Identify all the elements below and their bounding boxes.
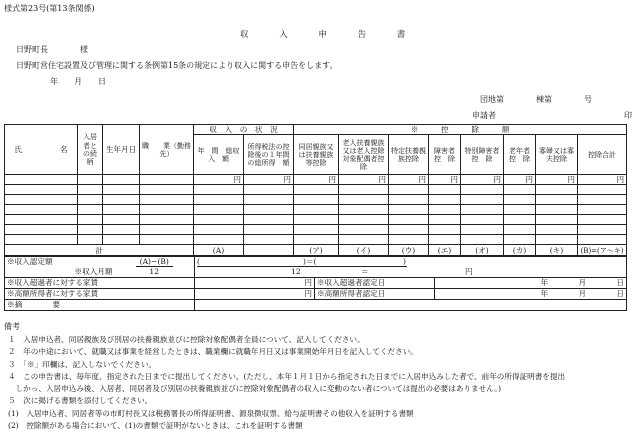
total-mark-o: (オ): [461, 245, 504, 257]
entry-cell[interactable]: [339, 185, 389, 195]
entry-cell[interactable]: [578, 225, 627, 235]
entry-cell[interactable]: [5, 215, 78, 225]
entry-cell[interactable]: 円: [194, 175, 244, 185]
entry-cell[interactable]: [244, 235, 294, 245]
entry-cell[interactable]: [504, 235, 536, 245]
note-item: (1) 入居申込者、同居者等の市町村長又は税務署長の所得証明書、源泉徴収票、給与証明書その他収入を証明する書類: [8, 408, 414, 418]
note-item: (2) 控除額がある場合において、(1)の書類で証明がないときは、これを証明する書類: [8, 421, 303, 431]
entry-cell[interactable]: 円: [244, 175, 294, 185]
total-mark-ki: (キ): [536, 245, 578, 257]
entry-cell[interactable]: [194, 185, 244, 195]
document-title: 収 入 申 告 書: [240, 30, 420, 40]
note-item: しかっ、入居申込み後、入居者、同居者及び別居の扶養親族並びに控除対象配偶者の収入に変動のない者については提出の必要はありません。): [8, 384, 502, 394]
entry-cell[interactable]: [140, 195, 194, 205]
entry-cell[interactable]: [578, 185, 627, 195]
entry-cell[interactable]: [78, 205, 103, 215]
high-date-label: ※高額所得者認定日: [315, 289, 435, 300]
addressee: 日野町長 様: [16, 45, 88, 54]
entry-cell[interactable]: [339, 195, 389, 205]
entry-cell[interactable]: [461, 235, 504, 245]
entry-cell[interactable]: [429, 225, 461, 235]
entry-cell[interactable]: [429, 185, 461, 195]
entry-cell[interactable]: [339, 235, 389, 245]
entry-cell[interactable]: [461, 215, 504, 225]
entry-cell[interactable]: [461, 205, 504, 215]
header-annual-income: 年 間 総収 入 額: [194, 135, 244, 175]
entry-cell[interactable]: [578, 205, 627, 215]
entry-cell[interactable]: 円: [429, 175, 461, 185]
header-occupation: 職 業（勤務先）: [140, 125, 194, 175]
high-rent-label: ※高額所得者に対する家賃: [5, 289, 195, 300]
entry-cell[interactable]: [294, 205, 339, 215]
entry-cell[interactable]: [536, 195, 578, 205]
table-row: [5, 175, 627, 185]
header-deduction-group: ※ 控 除 額: [294, 125, 627, 135]
high-date-value: 年 月 日: [435, 289, 627, 300]
entry-cell[interactable]: [339, 225, 389, 235]
paren-open: (: [197, 257, 200, 266]
entry-cell[interactable]: [103, 175, 140, 185]
entry-cell[interactable]: [103, 205, 140, 215]
entry-cell[interactable]: [504, 185, 536, 195]
entry-cell[interactable]: [504, 195, 536, 205]
entry-cell[interactable]: [389, 225, 429, 235]
entry-cell[interactable]: [461, 195, 504, 205]
entry-cell[interactable]: [578, 215, 627, 225]
summary-table: [4, 255, 627, 311]
header-deduction-a: 同居親族又は扶養親族等控除: [294, 135, 339, 175]
entry-cell[interactable]: [429, 235, 461, 245]
entry-cell[interactable]: [461, 185, 504, 195]
entry-cell[interactable]: [536, 235, 578, 245]
entry-cell[interactable]: [78, 185, 103, 195]
header-deduction-i: 老人扶養親族又は老人控除対象配偶者控除: [339, 135, 389, 175]
entry-cell[interactable]: [429, 215, 461, 225]
entry-cell[interactable]: [389, 215, 429, 225]
entry-cell[interactable]: [140, 205, 194, 215]
header-relation: 入居者との続柄: [78, 125, 103, 175]
table-row: [5, 235, 627, 245]
table-row: [5, 225, 627, 235]
entry-cell[interactable]: [244, 195, 294, 205]
entry-cell[interactable]: [194, 205, 244, 215]
entry-cell[interactable]: [103, 195, 140, 205]
entry-cell[interactable]: [294, 195, 339, 205]
entry-cell[interactable]: [461, 225, 504, 235]
header-deduction-ki: 寡婦又は寡夫控除: [536, 135, 578, 175]
calc-equals: ＝: [361, 267, 369, 276]
entry-cell[interactable]: [244, 225, 294, 235]
entry-cell[interactable]: [339, 205, 389, 215]
entry-cell[interactable]: [5, 175, 78, 185]
entry-cell[interactable]: [536, 205, 578, 215]
total-mark-b: (B)=(ア〜キ): [578, 245, 627, 257]
entry-cell[interactable]: [140, 215, 194, 225]
header-name: 氏 名: [5, 125, 78, 175]
over-date-value: 年 月 日: [435, 278, 627, 289]
header-deduction-o: 特別障害者控 除: [461, 135, 504, 175]
entry-cell[interactable]: [389, 195, 429, 205]
entry-cell[interactable]: [504, 225, 536, 235]
formula-denominator: 12: [149, 267, 160, 276]
entry-cell[interactable]: [78, 215, 103, 225]
total-mark-a2: (ア): [294, 245, 339, 257]
over-date-label: ※収入超過者認定日: [315, 278, 435, 289]
entry-cell[interactable]: [429, 205, 461, 215]
calc-denominator: 12: [291, 267, 301, 276]
entry-cell[interactable]: [5, 185, 78, 195]
entry-cell[interactable]: [78, 175, 103, 185]
entry-cell[interactable]: [389, 205, 429, 215]
total-mark-e: (エ): [429, 245, 461, 257]
complex-line: 団地第 棟第 号: [480, 95, 592, 104]
total-label: 計: [5, 245, 194, 257]
form-id: 様式第23号(第13条関係): [4, 4, 95, 13]
entry-cell[interactable]: [244, 205, 294, 215]
notes-list: [8, 334, 565, 432]
calculation-cell: [195, 256, 627, 278]
entry-cell[interactable]: [78, 225, 103, 235]
header-deduction-ka: 老年者控 除: [504, 135, 536, 175]
entry-cell[interactable]: [103, 225, 140, 235]
entry-cell[interactable]: [5, 195, 78, 205]
entry-cell[interactable]: [194, 215, 244, 225]
applicant-line: 申請者 印: [472, 111, 632, 120]
entry-cell[interactable]: [194, 195, 244, 205]
total-mark-a: (A): [194, 245, 244, 257]
entry-cell[interactable]: [244, 215, 294, 225]
formula-numerator: (A)−(B): [136, 257, 173, 267]
entry-cell[interactable]: [294, 225, 339, 235]
entry-cell[interactable]: 円: [536, 175, 578, 185]
note-item: ５ 次に掲げる書類を添付してください。: [8, 396, 153, 406]
intro-text: 日野町営住宅設置及び管理に関する条例第15条の規定により収入に関する申告をします。: [16, 61, 338, 70]
entry-cell[interactable]: [504, 215, 536, 225]
entry-cell[interactable]: [536, 185, 578, 195]
entry-cell[interactable]: [536, 215, 578, 225]
table-row: [5, 205, 627, 215]
entry-cell[interactable]: [578, 235, 627, 245]
entry-cell[interactable]: [429, 195, 461, 205]
header-income-group: 収 入 の 状 況: [194, 125, 294, 135]
entry-cell[interactable]: [294, 215, 339, 225]
entry-cell[interactable]: [140, 235, 194, 245]
total-mark-ka: (カ): [504, 245, 536, 257]
entry-cell[interactable]: 円: [461, 175, 504, 185]
remarks-field[interactable]: [195, 300, 627, 311]
entry-cell[interactable]: [244, 185, 294, 195]
entry-cell[interactable]: [5, 225, 78, 235]
entry-cell[interactable]: [78, 195, 103, 205]
entry-cell[interactable]: [578, 195, 627, 205]
entry-cell[interactable]: [294, 235, 339, 245]
formula-cell: [115, 256, 195, 278]
entry-cell[interactable]: [103, 235, 140, 245]
entry-cell[interactable]: [140, 225, 194, 235]
over-rent-label: ※収入超過者に対する家賃: [5, 278, 195, 289]
income-table: [4, 124, 627, 257]
table-row: [5, 185, 627, 195]
calc-yen: 円: [465, 267, 473, 276]
note-item: ４ この申告書は、毎年度、指定された日までに提出してください。(ただし、本年１月１日から指定された日までに入居申込みした者で、前年の所得証明書を提出: [8, 371, 566, 381]
header-dob: 生年月日: [103, 125, 140, 175]
entry-cell[interactable]: [389, 235, 429, 245]
entry-cell[interactable]: [389, 185, 429, 195]
high-rent-yen: 円: [195, 289, 315, 300]
entry-cell[interactable]: [194, 225, 244, 235]
table-row: [5, 215, 627, 225]
entry-cell[interactable]: 円: [294, 175, 339, 185]
header-taxable-income: 所得税法の控除後の１年間の総所得 額: [244, 135, 294, 175]
paren-mid: )＝(: [303, 257, 317, 266]
entry-cell[interactable]: [103, 215, 140, 225]
note-item: ２ 年の中途において、就職又は事業を経営したときは、職業欄に就職年月日又は事業開始年月日を記入してください。: [8, 347, 418, 357]
total-mark-u: (ウ): [389, 245, 429, 257]
over-rent-yen: 円: [195, 278, 315, 289]
entry-cell[interactable]: 円: [339, 175, 389, 185]
date-line: 年 月 日: [50, 77, 106, 86]
notes-title: 備考: [4, 322, 20, 331]
entry-cell[interactable]: [140, 175, 194, 185]
entry-cell[interactable]: [536, 225, 578, 235]
entry-cell[interactable]: [5, 235, 78, 245]
paren-close: ): [403, 257, 406, 266]
entry-cell[interactable]: [5, 205, 78, 215]
header-deduction-total: 控除合計: [578, 135, 627, 175]
entry-cell[interactable]: 円: [578, 175, 627, 185]
header-deduction-u: 特定扶養親族控除: [389, 135, 429, 175]
entry-cell[interactable]: [294, 185, 339, 195]
entry-cell[interactable]: [504, 205, 536, 215]
entry-cell[interactable]: 円: [504, 175, 536, 185]
entry-cell[interactable]: [78, 235, 103, 245]
entry-cell[interactable]: [140, 185, 194, 195]
table-row: [5, 195, 627, 205]
entry-cell[interactable]: [339, 215, 389, 225]
total-mark-i: (イ): [339, 245, 389, 257]
note-item: ３ 「※」印欄は、記入しないでください。: [8, 359, 157, 369]
entry-cell[interactable]: [194, 235, 244, 245]
header-deduction-e: 障害者控 除: [429, 135, 461, 175]
entry-cell[interactable]: [103, 185, 140, 195]
remarks-label: ※摘 要: [5, 300, 195, 311]
monthly-label: ※収入月額: [74, 266, 113, 276]
cert-amount-label: ※収入認定額 ※収入月額: [5, 256, 115, 278]
note-item: １ 入居申込者、同居親族及び別居の扶養親族並びに控除対象配偶者全員について、記入してください。: [8, 335, 365, 344]
entry-cell[interactable]: 円: [389, 175, 429, 185]
